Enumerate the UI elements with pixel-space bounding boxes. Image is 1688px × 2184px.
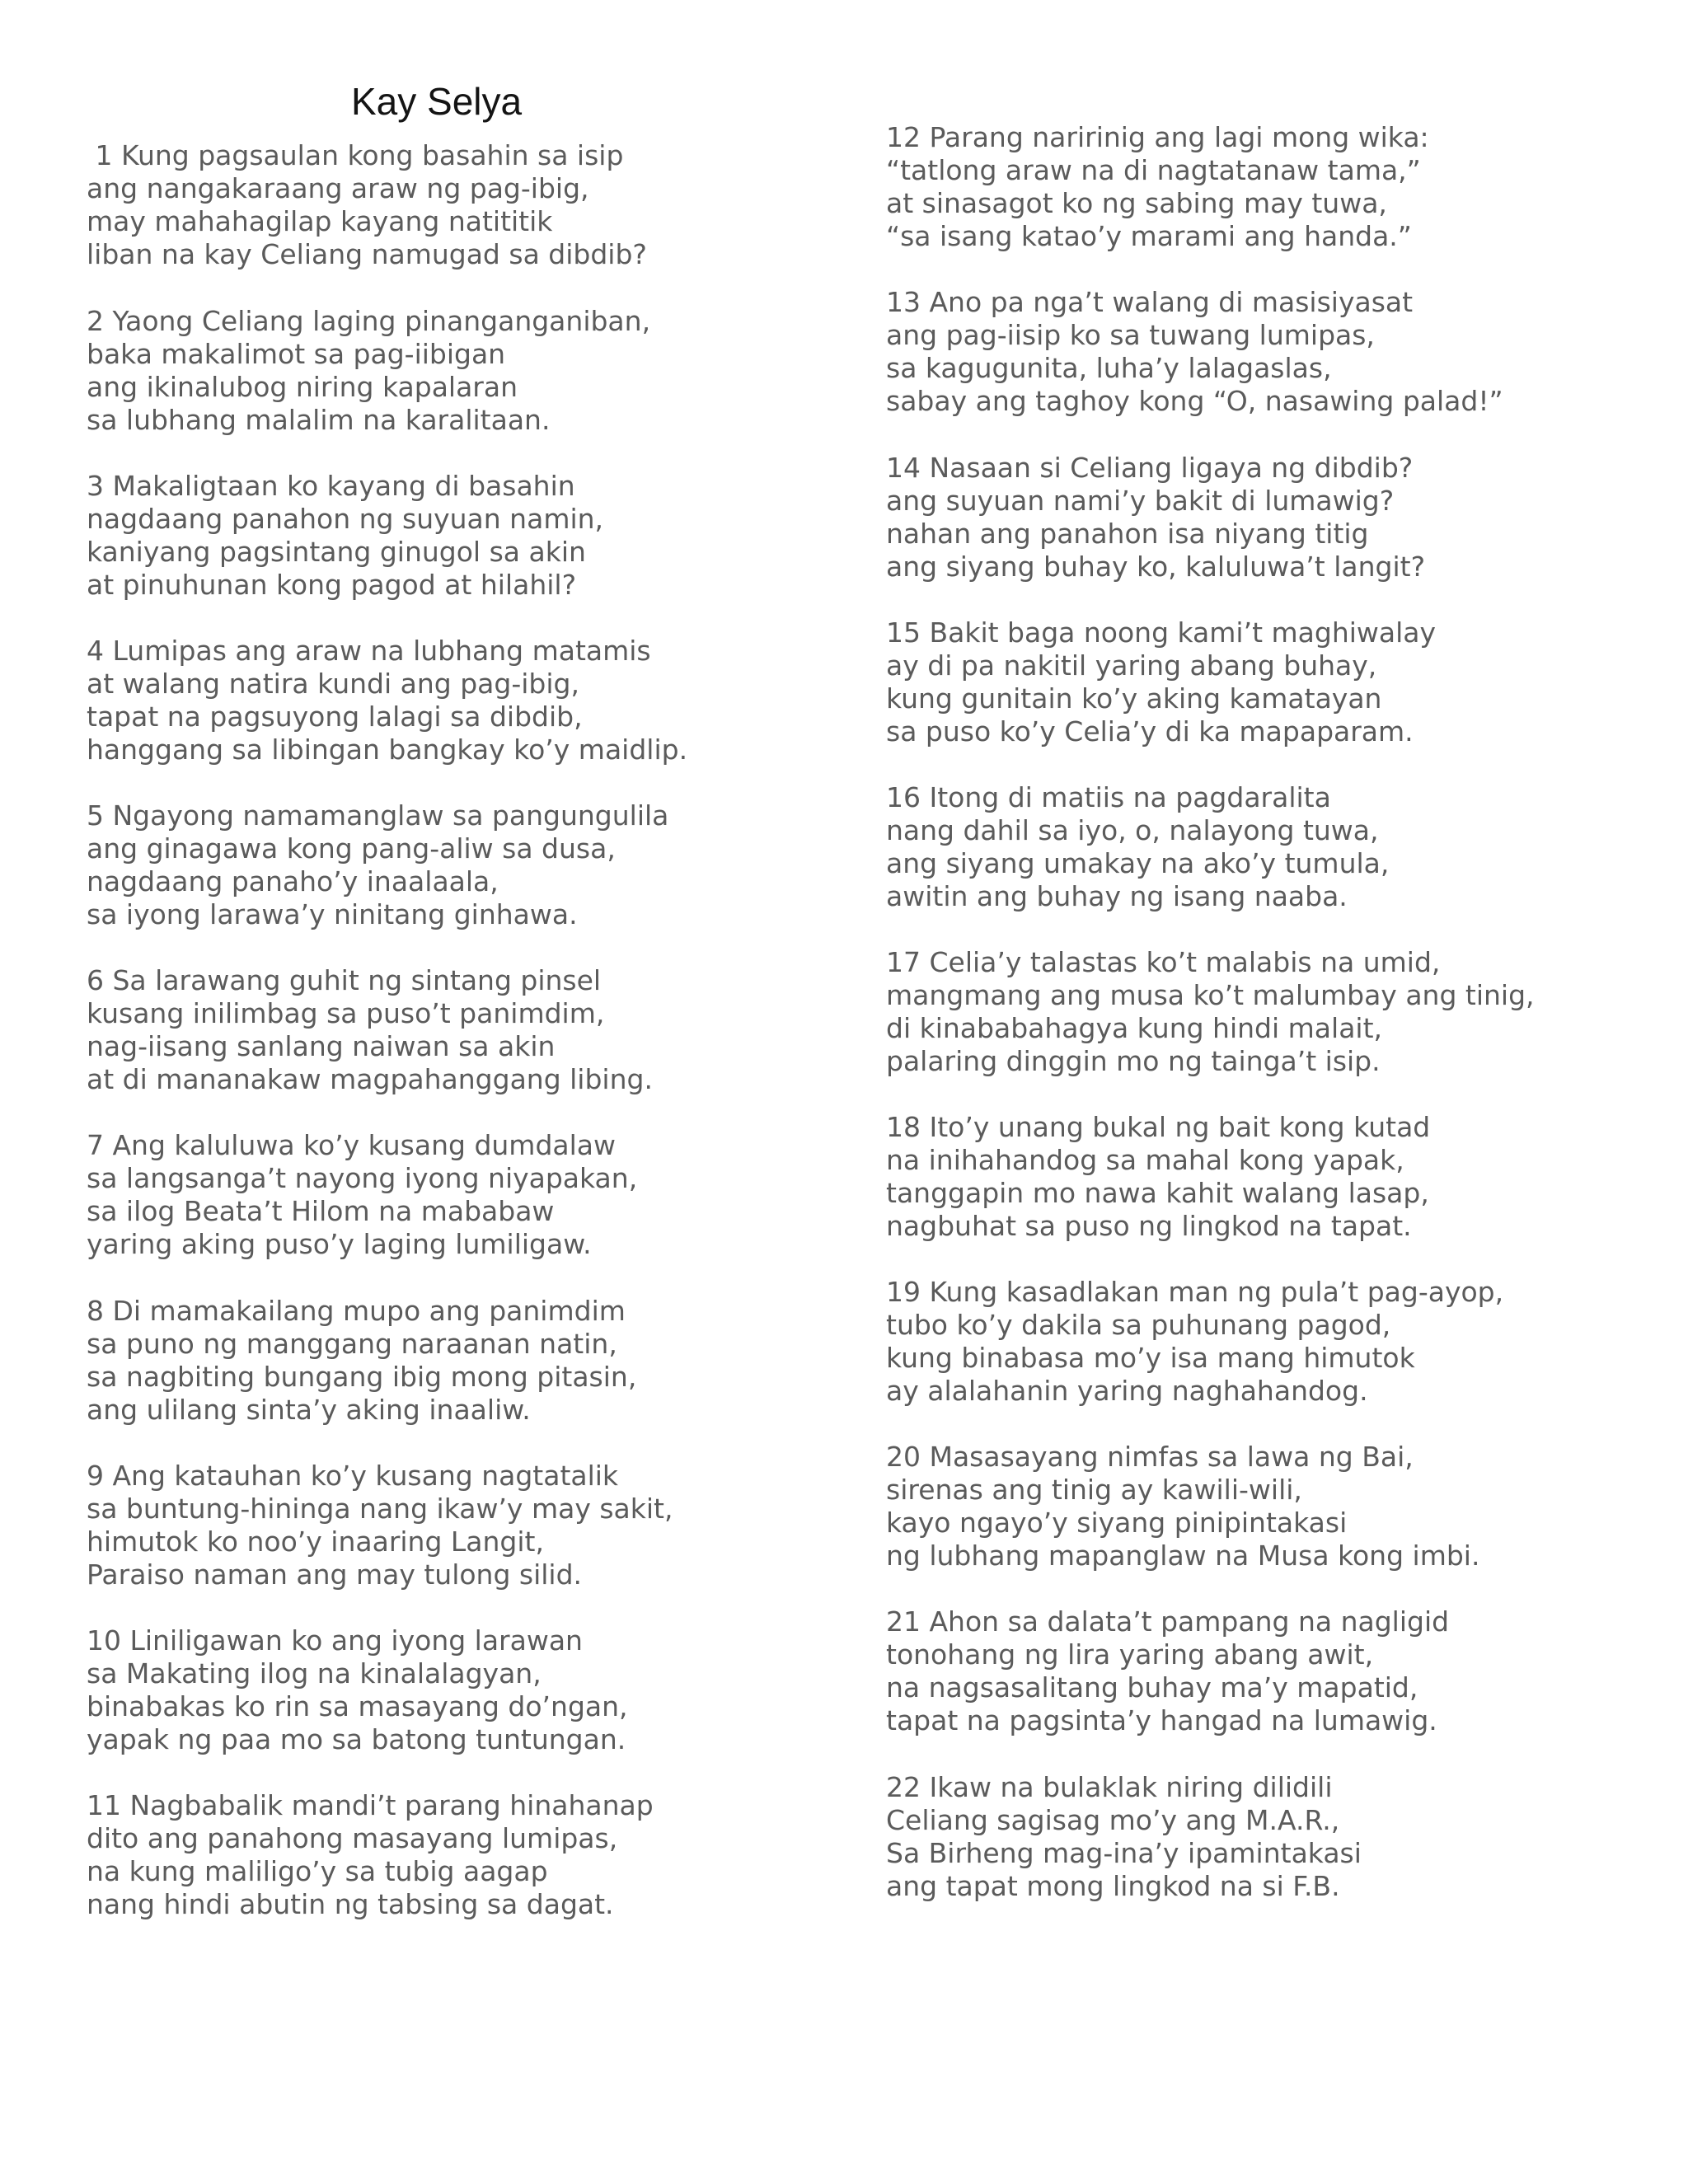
poem-line: ang nangakaraang araw ng pag-ibig, — [87, 172, 589, 204]
poem-line: ang tapat mong lingkod na si F.B. — [886, 1870, 1340, 1902]
stanza — [886, 452, 1628, 583]
stanza — [886, 616, 1628, 748]
poem-line: ay alalahanin yaring naghahandog. — [886, 1375, 1368, 1407]
stanza — [87, 1624, 828, 1756]
poem-line: 15 Bakit baga noong kami’t maghiwalay — [886, 616, 1437, 649]
poem-line: “tatlong araw na di nagtatanaw tama,” — [886, 154, 1421, 186]
poem-line: sa lubhang malalim na karalitaan. — [87, 404, 551, 436]
poem-line: mangmang ang musa ko’t malumbay ang tinig, — [886, 979, 1535, 1011]
poem-line: ang ulilang sinta’y aking inaaliw. — [87, 1394, 531, 1426]
poem-line: nahan ang panahon isa niyang titig — [886, 518, 1369, 550]
poem-line: 19 Kung kasadlakan man ng pula’t pag-ayop, — [886, 1276, 1504, 1308]
poem-line: ang pag-iisip ko sa tuwang lumipas, — [886, 319, 1375, 351]
poem-line: 17 Celia’y talastas ko’t malabis na umid, — [886, 946, 1441, 978]
poem-line: ang ikinalubog niring kapalaran — [87, 371, 518, 403]
stanza — [886, 121, 1628, 253]
poem-line: 7 Ang kaluluwa ko’y kusang dumdalaw — [87, 1129, 617, 1161]
poem-line: kung binabasa mo’y isa mang himutok — [886, 1342, 1415, 1374]
poem-line: nagdaang panaho’y inaalaala, — [87, 865, 499, 898]
stanza — [87, 1789, 828, 1921]
poem-line: may mahahagilap kayang natititik — [87, 205, 553, 237]
poem-line: sa kagugunita, luha’y lalagaslas, — [886, 352, 1332, 384]
poem-line: ang siyang umakay na ako’y tumula, — [886, 847, 1390, 879]
stanza — [886, 946, 1628, 1078]
poem-title: Kay Selya — [351, 80, 523, 123]
stanza — [886, 1276, 1628, 1408]
poem-line: Celiang sagisag mo’y ang M.A.R., — [886, 1804, 1340, 1836]
poem-line: sa buntung-hininga nang ikaw’y may sakit, — [87, 1493, 673, 1525]
poem-line: at di mananakaw magpahanggang libing. — [87, 1063, 653, 1095]
poem-line: 16 Itong di matiis na pagdaralita — [886, 781, 1331, 813]
poem-line: sa nagbiting bungang ibig mong pitasin, — [87, 1361, 637, 1393]
poem-line: binabakas ko rin sa masayang do’ngan, — [87, 1690, 628, 1722]
poem-line: 22 Ikaw na bulaklak niring dilidili — [886, 1771, 1333, 1803]
poem-line: yaring aking puso’y laging lumiligaw. — [87, 1228, 592, 1260]
poem-line: tapat na pagsuyong lalagi sa dibdib, — [87, 701, 583, 733]
poem-line: liban na kay Celiang namugad sa dibdib? — [87, 238, 647, 270]
poem-line: nang dahil sa iyo, o, nalayong tuwa, — [886, 814, 1379, 846]
poem-line: ang siyang buhay ko, kaluluwa’t langit? — [886, 551, 1426, 583]
poem-line: 9 Ang katauhan ko’y kusang nagtatalik — [87, 1460, 619, 1492]
poem-line: ang suyuan nami’y bakit di lumawig? — [886, 485, 1395, 517]
poem-line: nag-iisang sanlang naiwan sa akin — [87, 1030, 556, 1062]
stanza — [87, 1295, 828, 1427]
poem-line: 4 Lumipas ang araw na lubhang matamis — [87, 635, 651, 667]
stanza — [87, 139, 828, 271]
stanza — [87, 964, 828, 1096]
poem-line: 12 Parang naririnig ang lagi mong wika: — [886, 121, 1429, 153]
poem-line: dito ang panahong masayang lumipas, — [87, 1822, 618, 1854]
poem-line: baka makalimot sa pag-iibigan — [87, 338, 506, 370]
poem-line: 6 Sa larawang guhit ng sintang pinsel — [87, 964, 602, 996]
poem-line: tubo ko’y dakila sa puhunang pagod, — [886, 1309, 1391, 1341]
stanza — [886, 1441, 1628, 1572]
poem-line: na kung maliligo’y sa tubig aagap — [87, 1855, 548, 1887]
poem-line: tapat na pagsinta’y hangad na lumawig. — [886, 1704, 1437, 1736]
poem-line: 1 Kung pagsaulan kong basahin sa isip — [87, 139, 624, 171]
poem-line: kusang inilimbag sa puso’t panimdim, — [87, 997, 605, 1029]
poem-line: sa ilog Beata’t Hilom na mababaw — [87, 1195, 555, 1227]
poem-line: sa iyong larawa’y ninitang ginhawa. — [87, 898, 578, 930]
poem-line: sabay ang taghoy kong “O, nasawing palad!” — [886, 385, 1503, 417]
poem-line: 21 Ahon sa dalata’t pampang na nagligid — [886, 1605, 1450, 1638]
poem-line: nagdaang panahon ng suyuan namin, — [87, 503, 604, 535]
poem-line: na inihahandog sa mahal kong yapak, — [886, 1144, 1404, 1176]
poem-line: na nagsasalitang buhay ma’y mapatid, — [886, 1671, 1418, 1704]
poem-line: nang hindi abutin ng tabsing sa dagat. — [87, 1888, 614, 1920]
poem-line: di kinababahagya kung hindi malait, — [886, 1012, 1383, 1044]
poem-line: palaring dinggin mo ng tainga’t isip. — [886, 1045, 1381, 1077]
poem-line: tanggapin mo nawa kahit walang lasap, — [886, 1177, 1429, 1209]
poem-line: awitin ang buhay ng isang naaba. — [886, 880, 1348, 912]
stanza — [886, 1605, 1628, 1737]
poem-line: 11 Nagbabalik mandi’t parang hinahanap — [87, 1789, 654, 1821]
poem-line: at walang natira kundi ang pag-ibig, — [87, 668, 579, 700]
poem-line: 3 Makaligtaan ko kayang di basahin — [87, 470, 575, 502]
stanza — [886, 286, 1628, 418]
poem-line: 14 Nasaan si Celiang ligaya ng dibdib? — [886, 452, 1414, 484]
poem-line: nagbuhat sa puso ng lingkod na tapat. — [886, 1210, 1412, 1242]
stanza — [87, 305, 828, 437]
poem-line: yapak ng paa mo sa batong tuntungan. — [87, 1723, 626, 1755]
poem-line: 13 Ano pa nga’t walang di masisiyasat — [886, 286, 1414, 318]
poem-line: “sa isang katao’y marami ang handa.” — [886, 220, 1412, 252]
poem-line: 18 Ito’y unang bukal ng bait kong kutad — [886, 1111, 1431, 1143]
poem-line: 2 Yaong Celiang laging pinanganganiban, — [87, 305, 651, 337]
poem-line: hanggang sa libingan bangkay ko’y maidlip. — [87, 733, 688, 766]
poem-line: at pinuhunan kong pagod at hilahil? — [87, 569, 577, 601]
poem-line: sa Makating ilog na kinalalagyan, — [87, 1657, 542, 1690]
poem-line: ng lubhang mapanglaw na Musa kong imbi. — [886, 1540, 1480, 1572]
stanza — [87, 1460, 828, 1591]
poem-line: 8 Di mamakailang mupo ang panimdim — [87, 1295, 626, 1327]
poem-line: sa puno ng manggang naraanan natin, — [87, 1328, 617, 1360]
poem-line: sa puso ko’y Celia’y di ka mapaparam. — [886, 715, 1414, 748]
stanza — [886, 1771, 1628, 1903]
poem-line: 20 Masasayang nimfas sa lawa ng Bai, — [886, 1441, 1414, 1473]
poem-line: kayo ngayo’y siyang pinipintakasi — [886, 1507, 1348, 1539]
poem-line: tonohang ng lira yaring abang awit, — [886, 1638, 1374, 1671]
stanza — [87, 799, 828, 931]
stanza — [87, 470, 828, 602]
poem-line: kung gunitain ko’y aking kamatayan — [886, 682, 1382, 715]
stanza — [87, 635, 828, 766]
poem-line: Paraiso naman ang may tulong silid. — [87, 1558, 583, 1591]
poem-line: sirenas ang tinig ay kawili-wili, — [886, 1474, 1302, 1506]
poem-line: ay di pa nakitil yaring abang buhay, — [886, 649, 1377, 682]
stanza — [886, 781, 1628, 913]
poem-line: sa langsanga’t nayong iyong niyapakan, — [87, 1162, 638, 1194]
poem-line: kaniyang pagsintang ginugol sa akin — [87, 536, 586, 568]
stanza — [886, 1111, 1628, 1243]
poem-line: 10 Liniligawan ko ang iyong larawan — [87, 1624, 583, 1657]
poem-line: at sinasagot ko ng sabing may tuwa, — [886, 187, 1387, 219]
poem-line: 5 Ngayong namamanglaw sa pangungulila — [87, 799, 669, 832]
poem-line: ang ginagawa kong pang-aliw sa dusa, — [87, 832, 616, 865]
poem-line: himutok ko noo’y inaaring Langit, — [87, 1526, 544, 1558]
poem-line: Sa Birheng mag-ina’y ipamintakasi — [886, 1837, 1362, 1869]
stanza — [87, 1129, 828, 1261]
